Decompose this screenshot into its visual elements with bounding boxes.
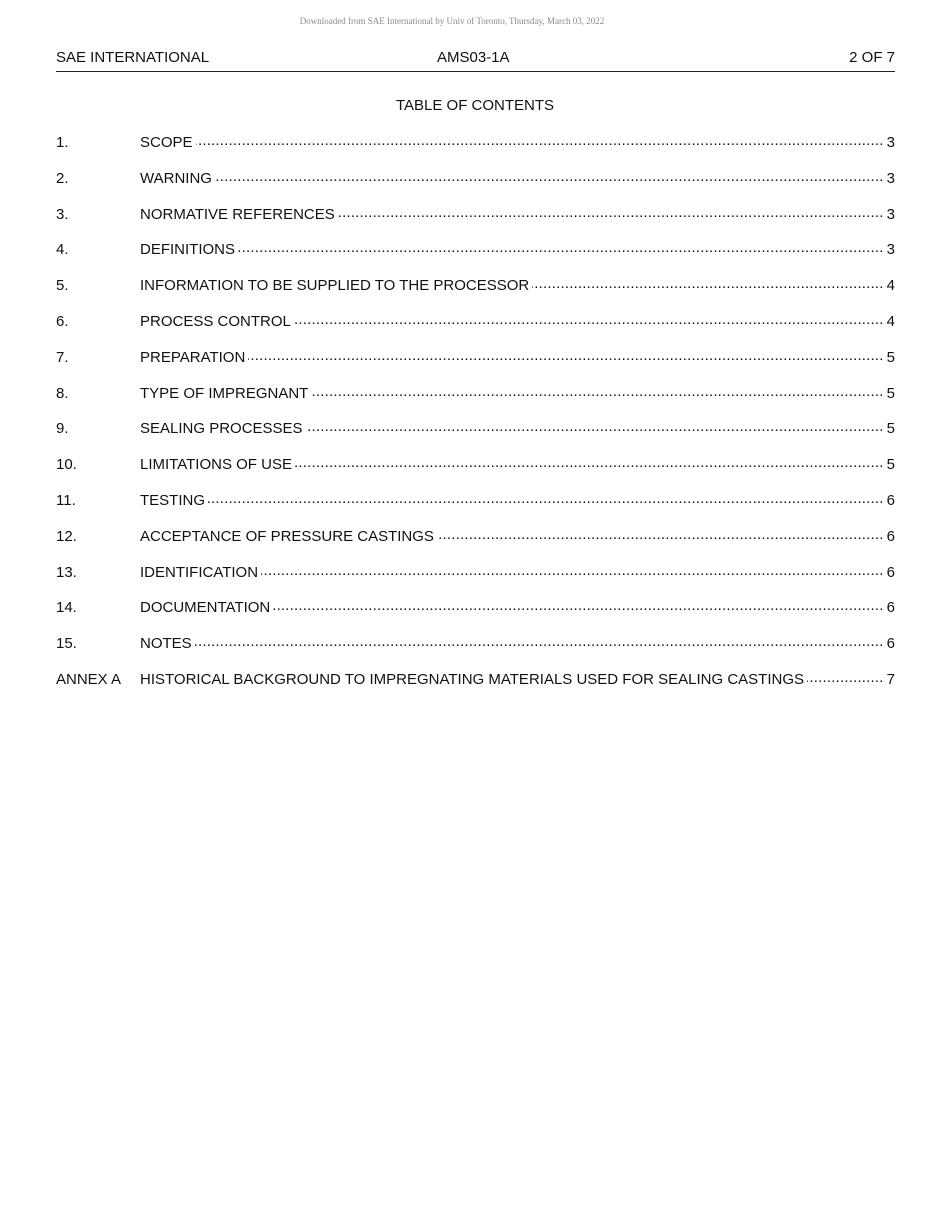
toc-entry-label: DOCUMENTATION	[140, 599, 271, 617]
toc-dot-leader	[208, 490, 884, 505]
toc-entry-testing[interactable]	[56, 490, 895, 526]
toc-entry-page: 4	[886, 312, 895, 330]
toc-entry-number: 8.	[56, 384, 69, 402]
toc-entry-label: NORMATIVE REFERENCES	[140, 205, 335, 223]
toc-entry-number: 5.	[56, 277, 69, 295]
toc-dot-leader	[807, 669, 884, 684]
toc-entry-label: IDENTIFICATION	[140, 563, 259, 581]
toc-entry-process-control[interactable]	[56, 311, 895, 347]
toc-title: TABLE OF CONTENTS	[395, 97, 555, 114]
toc-entry-number: 1.	[56, 134, 69, 151]
toc-entry-page: 3	[886, 134, 895, 151]
toc-entry-number: 13.	[56, 563, 77, 581]
toc-entry-page: 6	[886, 563, 895, 581]
toc-entry-number: 7.	[56, 348, 69, 366]
toc-entry-number: 14.	[56, 599, 77, 617]
toc-entry-normative-references[interactable]	[56, 204, 895, 240]
toc-entry-number: 6.	[56, 312, 69, 330]
toc-entry-label: PROCESS CONTROL	[140, 312, 291, 330]
toc-entry-page: 3	[886, 169, 895, 187]
toc-entry-page: 6	[886, 599, 895, 617]
toc-entry-information-to-processor[interactable]	[56, 275, 895, 311]
toc-entry-page: 5	[886, 348, 895, 366]
toc-entry-limitations-of-use[interactable]	[56, 454, 895, 490]
toc-entry-number: 10.	[56, 456, 77, 474]
toc-entry-label: TYPE OF IMPREGNANT	[140, 384, 309, 402]
toc-entry-number: 12.	[56, 527, 77, 545]
toc-dot-leader	[294, 311, 884, 326]
toc-entry-page: 6	[886, 527, 895, 545]
toc-entry-page: 5	[886, 456, 895, 474]
page-header	[56, 49, 895, 72]
download-watermark-note: Downloaded from SAE International by Univ of Toronto, Thursday, March 03, 2022	[299, 16, 605, 26]
toc-dot-leader	[295, 454, 884, 469]
toc-entry-label: SEALING PROCESSES	[140, 420, 303, 438]
toc-entry-page: 5	[886, 420, 895, 438]
toc-entry-annex-a[interactable]	[56, 669, 895, 705]
toc-entry-label: WARNING	[140, 169, 212, 187]
toc-entry-label: SCOPE	[140, 134, 193, 151]
toc-entry-label: NOTES	[140, 635, 192, 653]
toc-dot-leader	[261, 562, 884, 577]
toc-entry-type-of-impregnant[interactable]	[56, 383, 895, 419]
document-number: AMS03-1A	[437, 49, 510, 66]
toc-entry-number: 9.	[56, 420, 69, 438]
publisher-name: SAE INTERNATIONAL	[56, 49, 210, 66]
toc-entry-page: 3	[886, 241, 895, 259]
toc-entry-label: HISTORICAL BACKGROUND TO IMPREGNATING MATERIALS USED FOR SEALING CASTINGS	[140, 670, 804, 688]
toc-entry-page: 6	[886, 491, 895, 509]
toc-entry-label: INFORMATION TO BE SUPPLIED TO THE PROCESSOR	[140, 277, 530, 295]
toc-entry-number: 11.	[56, 491, 76, 509]
toc-entry-definitions[interactable]	[56, 239, 895, 275]
toc-entry-label: DEFINITIONS	[140, 241, 236, 259]
page-number: 2 OF 7	[849, 49, 895, 66]
toc-entry-identification[interactable]	[56, 562, 895, 598]
toc-dot-leader	[273, 597, 883, 612]
toc-entry-label: TESTING	[140, 491, 206, 509]
toc-entry-page: 6	[886, 635, 895, 653]
toc-entry-number: 4.	[56, 241, 69, 259]
toc-dot-leader	[311, 383, 883, 398]
toc-entry-number: 15.	[56, 635, 77, 653]
toc-dot-leader	[338, 204, 884, 219]
toc-entry-number: ANNEX A	[56, 670, 122, 688]
toc-entry-warning[interactable]	[56, 168, 895, 204]
toc-entry-number: 3.	[56, 205, 69, 223]
toc-dot-leader	[196, 132, 884, 147]
toc-dot-leader	[248, 347, 883, 362]
toc-entry-label: ACCEPTANCE OF PRESSURE CASTINGS	[140, 527, 434, 545]
toc-entry-preparation[interactable]	[56, 347, 895, 383]
toc-entry-page: 5	[886, 384, 895, 402]
toc-dot-leader	[532, 275, 883, 290]
toc-dot-leader	[306, 418, 884, 433]
toc-entry-label: PREPARATION	[140, 348, 246, 366]
toc-entry-documentation[interactable]	[56, 597, 895, 633]
toc-dot-leader	[437, 526, 884, 541]
toc-entry-page: 7	[886, 670, 895, 688]
toc-entry-number: 2.	[56, 169, 69, 187]
toc-entry-scope[interactable]	[56, 132, 895, 168]
toc-dot-leader	[238, 239, 884, 254]
toc-entry-sealing-processes[interactable]	[56, 418, 895, 454]
toc-dot-leader	[195, 633, 884, 648]
toc-entry-page: 3	[886, 205, 895, 223]
toc-entry-acceptance-of-pressure-castings[interactable]	[56, 526, 895, 562]
toc-entry-page: 4	[886, 277, 895, 295]
toc-dot-leader	[215, 168, 884, 183]
toc-entry-notes[interactable]	[56, 633, 895, 669]
toc-entry-label: LIMITATIONS OF USE	[140, 456, 292, 474]
toc-list	[56, 132, 895, 705]
